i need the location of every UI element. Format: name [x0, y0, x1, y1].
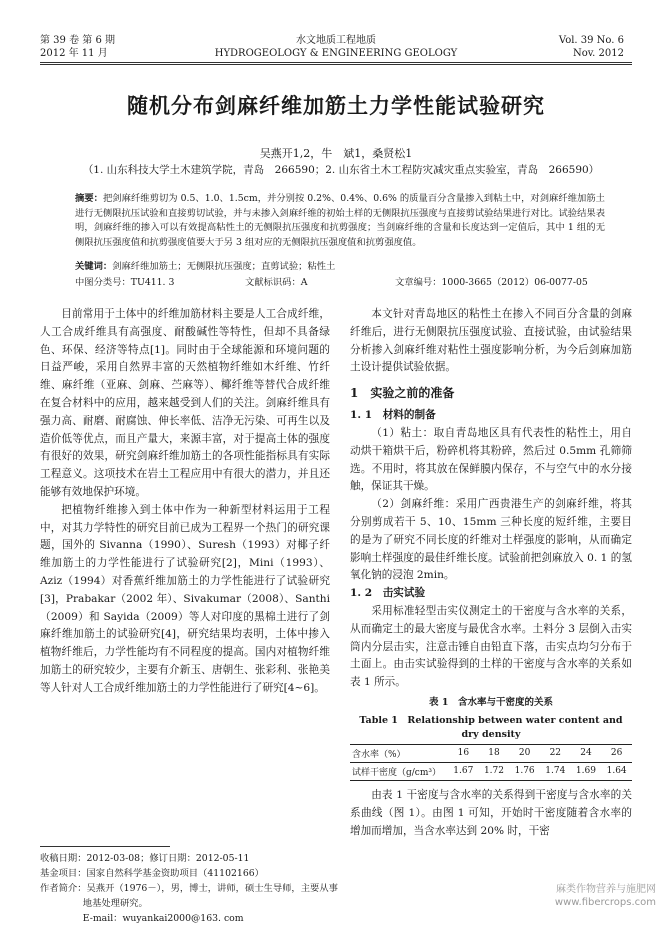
- header-rule: [40, 62, 632, 63]
- table-caption-en: Table 1 Relationship between water content and dry density: [359, 714, 623, 740]
- body-paragraph: 采用标准轻型击实仪测定土的干密度与含水率的关系，从而确定土的最大密度与最优含水率。土料分 3 层倒入击实筒内分层击实，注意击锤自由铅直下落，击实点均匀分布于土面上。由击实试验得到的土样的干密度与含水率的关系如表 1 所示。: [350, 604, 632, 689]
- abstract: [75, 192, 605, 250]
- footnote-rule: [40, 846, 170, 847]
- article-number: 文章编号：1000-3665（2012）06-0077-05: [395, 277, 588, 288]
- table-row-label: 试样干密度（g/cm³）: [350, 762, 448, 780]
- section-heading: 1 实验之前的准备: [350, 386, 455, 401]
- left-column: [40, 306, 330, 698]
- paper-authors: 吴燕开1,2，牛 斌1，桑贤松1: [259, 147, 413, 160]
- watermark-name: 麻类作物营养与施肥网: [556, 884, 656, 895]
- footnote-email: E-mail：wuyankai2000@163. com: [82, 913, 244, 924]
- document-code: 文献标识码：A: [245, 277, 308, 288]
- table-row-label: 含水率（%）: [350, 744, 448, 762]
- table-cell: 1.67: [448, 762, 479, 780]
- table-cell: 1.74: [540, 762, 571, 780]
- table-cell: 20: [509, 744, 540, 762]
- body-paragraph: 把植物纤维掺入到土体中作为一种新型材料运用于工程中，对其力学特性的研究目前已成为工程界一个热门的研究课题，国外的 Sivanna（1990）、Suresh（1993）对椰子纤维加筋土的力学性能进行了试验研究[2]，Mini（1993）、Aziz（1994）对香蕉纤维加筋土的力学性能进行了试验研究[3]，Prabakar（2002 年）、Sivakumar（2008）、Santhi（2009）和 Sayida（2009）等人对印度的黑棉土进行了剑麻纤维加筋土的试验研究[4]，研究结果均表明，土体中掺入植物纤维后，力学性能均有不同程度的提高。国内对植物纤维加筋土的研究较少，主要有介新玉、唐朝生、张彩利、张艳美等人针对人工合成纤维加筋土的力学性能进行了研究[4~6]。: [40, 503, 330, 694]
- footnote-fund: 基金项目：国家自然科学基金资助项目（41102166）: [40, 868, 264, 879]
- keywords-text: 剑麻纤维加筋土；无侧限抗压强度；直剪试验；粘性土: [112, 261, 336, 272]
- journal-issue-en: [559, 34, 624, 60]
- body-paragraph: 由表 1 干密度与含水率的关系得到干密度与含水率的关系曲线（图 1）。由图 1 可知，开始时干密度随着含水率的增加而增加，当含水率达到 20% 时，干密: [350, 788, 632, 837]
- footnote-author: 作者简介：吴燕开（1976－），男，博士，讲师，硕士生导师，主要从事地基处理研究。: [40, 883, 338, 909]
- table-cell: 26: [601, 744, 632, 762]
- table-cell: 1.72: [479, 762, 510, 780]
- journal-date: 2012 年 11 月: [40, 48, 108, 59]
- paper-title: 随机分布剑麻纤维加筋土力学性能试验研究: [127, 94, 545, 118]
- journal-volume: 第 39 卷 第 6 期: [40, 35, 115, 46]
- journal-name-en: HYDROGEOLOGY & ENGINEERING GEOLOGY: [214, 48, 458, 59]
- table-row: [350, 744, 632, 762]
- table-cell: 1.64: [601, 762, 632, 780]
- journal-date-en: Nov. 2012: [572, 48, 624, 59]
- table-cell: 24: [571, 744, 602, 762]
- table-caption-cn: 表 1 含水率与干密度的关系: [429, 696, 553, 708]
- journal-name-cn: 水文地质工程地质: [296, 35, 376, 46]
- watermark-url: www.fibercrops.com: [554, 897, 656, 908]
- table-row: [350, 762, 632, 780]
- subsection-heading: 1. 1 材料的制备: [350, 409, 436, 422]
- paper-affiliation: （1. 山东科技大学土木建筑学院，青岛 266590；2. 山东省土木工程防灾减灾重点实验室，青岛 266590）: [82, 164, 600, 176]
- table-cell: 18: [479, 744, 510, 762]
- keywords-label: 关键词：: [75, 261, 113, 272]
- footnote: [40, 851, 340, 926]
- header-rule-thin: [40, 64, 632, 65]
- table-cell: 1.76: [509, 762, 540, 780]
- table-water-content-density: [350, 744, 632, 781]
- subsection-heading: 1. 2 击实试验: [350, 587, 426, 600]
- classification-ids: [75, 276, 615, 290]
- keywords: [75, 260, 605, 274]
- journal-volume-en: Vol. 39 No. 6: [558, 35, 624, 46]
- abstract-label: 摘要：: [75, 193, 103, 204]
- right-column: [350, 306, 632, 840]
- footnote-received: 收稿日期：2012-03-08；修订日期：2012-05-11: [40, 853, 250, 864]
- clc-number: 中图分类号：TU411. 3: [75, 277, 175, 288]
- body-paragraph: （1）粘土：取自青岛地区具有代表性的粘性土，用自动烘干箱烘干后，粉碎机将其粉碎，然后过 0.5mm 孔筛筛选。不用时，将其放在保鲜膜内保存，不与空气中的水分接触，保证其干燥。: [350, 426, 632, 493]
- site-watermark: [555, 883, 656, 909]
- table-cell: 22: [540, 744, 571, 762]
- abstract-text: 把剑麻纤维剪切为 0.5、1.0、1.5cm，并分别按 0.2%、0.4%、0.6% 的质量百分含量掺入到粘土中，对剑麻纤维加筋土进行无侧限抗压试验和直接剪切试验，并与未掺入剑麻纤维的初始土样的无侧限抗压强度与直接剪试验结果进行对比。试验结果表明，剑麻纤维的掺入可以有效提高粘性土的无侧限抗压强度和抗剪强度；当剑麻纤维的含量和长度达到一定值后，其中 1 组的无侧限抗压强度值和抗剪强度值要大于另 3 组对应的无侧限抗压强度值和抗剪强度值。: [75, 193, 605, 248]
- table-cell: 1.69: [571, 762, 602, 780]
- body-paragraph: （2）剑麻纤维：采用广西贵港生产的剑麻纤维，将其分别剪成若干 5、10、15mm 三种长度的短纤维，主要目的是为了研究不同长度的纤维对土样强度的影响，从而确定影响土样强度的最佳纤维长度。试验前把剑麻放入 0. 1 的氢氧化钠的浸泡 2min。: [350, 498, 632, 582]
- table-cell: 16: [448, 744, 479, 762]
- body-paragraph: 目前常用于土体中的纤维加筋材料主要是人工合成纤维，人工合成纤维具有高强度、耐酸碱性等特性，但却不具备绿色、环保、经济等特点[1]。同时由于全球能源和环境问题的日益严峻，采用自然界丰富的天然植物纤维如木纤维、竹纤维、麻纤维（亚麻、剑麻、苎麻等）、椰纤维等替代合成纤维在复合材料中的应用，越来越受到人们的关注。剑麻纤维具有强力高、耐磨、耐腐蚀、伸长率低、洁净无污染、可再生以及造价低等优点，而且产量大，来源丰富，对于提高土体的强度有很好的效果，研究剑麻纤维加筋土的各项性能指标具有实际工程意义。这项技术在岩土工程应用中有很大的潜力，并且还能够有效地保护环境。: [40, 308, 330, 498]
- body-paragraph: 本文针对青岛地区的粘性土在掺入不同百分含量的剑麻纤维后，进行无侧限抗压强度试验、直接试验，由试验结果分析掺入剑麻纤维对粘性土强度影响分析，为今后剑麻加筋土设计提供试验依据。: [350, 308, 632, 374]
